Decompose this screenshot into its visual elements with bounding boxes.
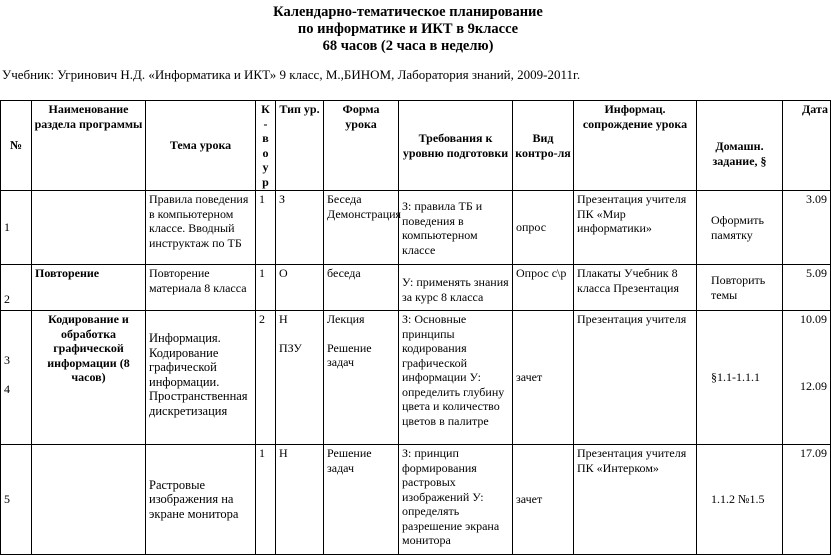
row-num: 5 bbox=[1, 445, 32, 555]
header-hours-char: К bbox=[261, 102, 270, 116]
row-requirements: У: применять знания за курс 8 класса bbox=[399, 265, 513, 311]
header-hours-vertical bbox=[261, 102, 271, 189]
row-homework: Оформить памятку bbox=[697, 191, 783, 265]
header-hours-char: у bbox=[262, 160, 269, 174]
table-row bbox=[1, 191, 831, 265]
row-requirements: З: принцип формирования растровых изображений У: определять разрешение экрана монитора bbox=[399, 445, 513, 555]
header-row bbox=[1, 101, 831, 191]
row-topic: Информация. Кодирование графической информации. Пространственная дискретизация bbox=[146, 311, 256, 445]
row-form-first: Лекция bbox=[327, 312, 365, 326]
doc-title-line2: по информатике и ИКТ в 9классе bbox=[297, 21, 519, 37]
row-form-second: Решение задач bbox=[327, 340, 372, 369]
header-hours-char: в bbox=[262, 131, 269, 145]
header-topic: Тема урока bbox=[146, 101, 256, 191]
row-info: Презентация учителя ПК «Мир информатики» bbox=[574, 191, 697, 265]
row-date: 17.09 bbox=[783, 445, 831, 555]
row-date: 3.09 bbox=[783, 191, 831, 265]
header-section: Наименование раздела программы bbox=[32, 101, 146, 191]
row-num: 2 bbox=[1, 265, 32, 311]
row-hours: 2 bbox=[256, 311, 276, 445]
header-hours-char: о bbox=[262, 145, 269, 160]
header-requirements: Требования к уровню подготовки bbox=[399, 101, 513, 191]
doc-title-line1: Календарно-тематическое планирование bbox=[273, 4, 543, 20]
row-hours: 1 bbox=[256, 445, 276, 555]
row-type: З bbox=[276, 191, 324, 265]
row-requirements: З: Основные принципы кодирования графической информации У: определить глубину цвета и количество цветов в палитре bbox=[399, 311, 513, 445]
header-num: № bbox=[1, 101, 32, 191]
row-date-first: 10.09 bbox=[800, 312, 827, 326]
row-form: Решение задач bbox=[324, 445, 399, 555]
header-homework bbox=[697, 101, 783, 191]
row-num: 1 bbox=[1, 191, 32, 265]
table-row bbox=[1, 445, 831, 555]
table-row bbox=[1, 311, 831, 445]
row-section bbox=[32, 191, 146, 265]
row-homework: 1.1.2 №1.5 bbox=[697, 445, 783, 555]
doc-title-line3: 68 часов (2 часа в неделю) bbox=[322, 38, 494, 54]
row-type: Н bbox=[276, 445, 324, 555]
row-info: Презентация учителя bbox=[574, 311, 697, 445]
row-type: О bbox=[276, 265, 324, 311]
row-form bbox=[324, 311, 399, 445]
row-section: Повторение bbox=[32, 265, 146, 311]
textbook-line: Учебник: Угринович Н.Д. «Информатика и ИКТ» 9 класс, М.,БИНОМ, Лаборатория знаний, 2009-2011г. bbox=[2, 67, 581, 82]
row-date bbox=[783, 311, 831, 445]
row-hours: 1 bbox=[256, 191, 276, 265]
row-control: Опрос с\р bbox=[513, 265, 574, 311]
header-hours-char: р bbox=[262, 174, 269, 189]
row-control: зачет bbox=[513, 311, 574, 445]
row-topic: Повторение материала 8 класса bbox=[146, 265, 256, 311]
header-homework-label: Домашн. задание, § bbox=[712, 139, 767, 168]
row-num-second: 4 bbox=[4, 381, 10, 396]
row-topic: Растровые изображения на экране монитора bbox=[146, 445, 256, 555]
row-info: Плакаты Учебник 8 класса Презентация bbox=[574, 265, 697, 311]
row-homework: §1.1-1.1.1 bbox=[697, 311, 783, 445]
row-info: Презентация учителя ПК «Интерком» bbox=[574, 445, 697, 555]
plan-table bbox=[0, 100, 831, 555]
row-date: 5.09 bbox=[783, 265, 831, 311]
row-date-second: 12.09 bbox=[800, 378, 827, 393]
header-info: Информац. сопрождение урока bbox=[574, 101, 697, 191]
row-type bbox=[276, 311, 324, 445]
row-control: зачет bbox=[513, 445, 574, 555]
row-requirements: З: правила ТБ и поведения в компьютерном классе bbox=[399, 191, 513, 265]
row-type-second: ПЗУ bbox=[279, 340, 302, 355]
row-control: опрос bbox=[513, 191, 574, 265]
row-type-first: Н bbox=[279, 312, 288, 326]
header-hours bbox=[256, 101, 276, 191]
header-type: Тип ур. bbox=[276, 101, 324, 191]
table-row bbox=[1, 265, 831, 311]
row-homework: Повторить темы bbox=[697, 265, 783, 311]
row-form: беседа bbox=[324, 265, 399, 311]
row-topic: Правила поведения в компьютерном классе. Вводный инструктаж по ТБ bbox=[146, 191, 256, 265]
row-num-first: 3 bbox=[4, 353, 10, 367]
header-control: Вид контро-ля bbox=[513, 101, 574, 191]
row-form: Беседа Демонстрация bbox=[324, 191, 399, 265]
row-hours: 1 bbox=[256, 265, 276, 311]
row-section bbox=[32, 445, 146, 555]
row-section: Кодирование и обработка графической информации (8 часов) bbox=[32, 311, 146, 445]
header-hours-char: - bbox=[263, 116, 268, 131]
row-num bbox=[1, 311, 32, 445]
header-date: Дата bbox=[783, 101, 831, 191]
header-form: Форма урока bbox=[324, 101, 399, 191]
